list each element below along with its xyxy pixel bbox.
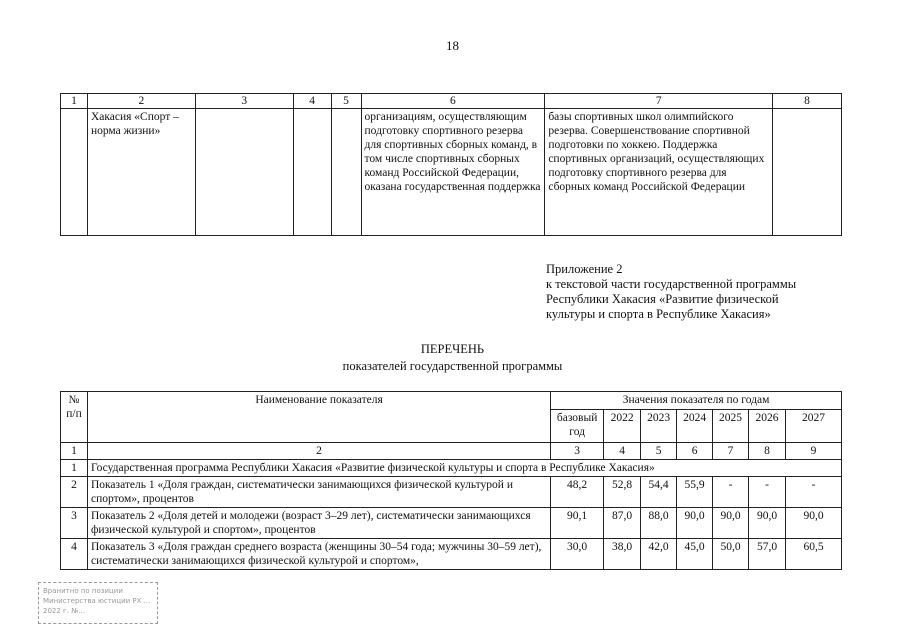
header-cell: 7 bbox=[545, 94, 773, 109]
table-row bbox=[61, 477, 842, 508]
index-cell: 9 bbox=[786, 443, 842, 460]
header-cell: 8 bbox=[773, 94, 842, 109]
value-cell: 87,0 bbox=[604, 508, 641, 539]
header-year: 2025 bbox=[713, 410, 749, 443]
value-cell: - bbox=[786, 477, 842, 508]
header-indicator-name: Наименование показателя bbox=[87, 392, 550, 443]
value-cell: 90,0 bbox=[786, 508, 842, 539]
index-cell: 1 bbox=[61, 443, 88, 460]
value-cell: 54,4 bbox=[641, 477, 677, 508]
header-cell: 3 bbox=[195, 94, 293, 109]
value-cell: 48,2 bbox=[551, 477, 604, 508]
appendix-line: к текстовой части государственной программы bbox=[546, 277, 797, 291]
result-cell: организациям, осуществляющим подготовку спортивного резерва для спортивных сборных команд, в том числе спортивных сборных команд Российской Федерации, оказана государственная поддержка bbox=[361, 109, 545, 236]
table-cell bbox=[293, 109, 331, 236]
index-row bbox=[61, 443, 842, 460]
index-cell: 5 bbox=[641, 443, 677, 460]
table-row bbox=[61, 539, 842, 570]
header-num: № п/п bbox=[61, 392, 88, 443]
registration-stamp: Bранитно по позиции Министерства юстиции РХ ... 2022 г. №... bbox=[38, 582, 158, 624]
indicator-name: Показатель 2 «Доля детей и молодежи (возраст 3–29 лет), систематически занимающихся физической культурой и спортом», процентов bbox=[87, 508, 550, 539]
value-cell: 90,0 bbox=[749, 508, 786, 539]
section-row bbox=[61, 460, 842, 477]
appendix-block bbox=[546, 262, 796, 322]
value-cell: 57,0 bbox=[749, 539, 786, 570]
value-cell: 50,0 bbox=[713, 539, 749, 570]
index-cell: 8 bbox=[749, 443, 786, 460]
index-cell: 6 bbox=[677, 443, 713, 460]
value-cell: 90,0 bbox=[677, 508, 713, 539]
header-year: 2022 bbox=[604, 410, 641, 443]
table-cell bbox=[61, 109, 88, 236]
appendix-line: Республики Хакасия «Развитие физической bbox=[546, 292, 779, 306]
value-cell: 90,0 bbox=[713, 508, 749, 539]
value-cell: 45,0 bbox=[677, 539, 713, 570]
continuation-table bbox=[60, 93, 842, 236]
header-year: 2023 bbox=[641, 410, 677, 443]
index-cell: 3 bbox=[551, 443, 604, 460]
value-cell: 88,0 bbox=[641, 508, 677, 539]
value-cell: 55,9 bbox=[677, 477, 713, 508]
header-year: базовый год bbox=[551, 410, 604, 443]
value-cell: 42,0 bbox=[641, 539, 677, 570]
value-cell: - bbox=[749, 477, 786, 508]
tasks-cell: базы спортивных школ олимпийского резерва. Совершенствование спортивной подготовки по хоккею. Поддержка спортивных организаций, осуществляющих подготовку спортивного резерва для сборных команд Российской Федерации bbox=[545, 109, 773, 236]
appendix-line: культуры и спорта в Республике Хакасия» bbox=[546, 307, 771, 321]
value-cell: - bbox=[713, 477, 749, 508]
header-year: 2026 bbox=[749, 410, 786, 443]
value-cell: 38,0 bbox=[604, 539, 641, 570]
table-cell bbox=[331, 109, 361, 236]
indicator-name: Показатель 3 «Доля граждан среднего возраста (женщины 30–54 года; мужчины 30–59 лет), систематически занимающихся физической культурой и спортом», bbox=[87, 539, 550, 570]
header-cell: 5 bbox=[331, 94, 361, 109]
value-cell: 30,0 bbox=[551, 539, 604, 570]
header-year: 2027 bbox=[786, 410, 842, 443]
header-cell: 2 bbox=[87, 94, 195, 109]
document-subtitle: показателей государственной программы bbox=[342, 359, 563, 373]
section-title: Государственная программа Республики Хакасия «Развитие физической культуры и спорта в Республике Хакасия» bbox=[87, 460, 841, 477]
value-cell: 52,8 bbox=[604, 477, 641, 508]
document-title: ПЕРЕЧЕНЬ bbox=[420, 342, 485, 356]
index-cell: 4 bbox=[604, 443, 641, 460]
header-values-by-year: Значения показателя по годам bbox=[551, 392, 842, 410]
table-header-row bbox=[61, 392, 842, 410]
table-cell bbox=[195, 109, 293, 236]
program-name-cell: Хакасия «Спорт – норма жизни» bbox=[87, 109, 195, 236]
table-row bbox=[61, 109, 842, 236]
index-cell: 2 bbox=[87, 443, 550, 460]
value-cell: 90,1 bbox=[551, 508, 604, 539]
table-cell bbox=[773, 109, 842, 236]
row-num: 2 bbox=[61, 477, 88, 508]
indicators-table bbox=[60, 391, 842, 570]
table-header-row bbox=[61, 94, 842, 109]
value-cell: 60,5 bbox=[786, 539, 842, 570]
index-cell: 7 bbox=[713, 443, 749, 460]
header-year: 2024 bbox=[677, 410, 713, 443]
table-row bbox=[61, 508, 842, 539]
header-cell: 4 bbox=[293, 94, 331, 109]
indicator-name: Показатель 1 «Доля граждан, систематически занимающихся физической культурой и спортом», процентов bbox=[87, 477, 550, 508]
page-number: 18 bbox=[446, 38, 459, 53]
header-cell: 1 bbox=[61, 94, 88, 109]
row-num: 3 bbox=[61, 508, 88, 539]
row-num: 1 bbox=[61, 460, 88, 477]
header-cell: 6 bbox=[361, 94, 545, 109]
appendix-line: Приложение 2 bbox=[546, 262, 623, 276]
row-num: 4 bbox=[61, 539, 88, 570]
